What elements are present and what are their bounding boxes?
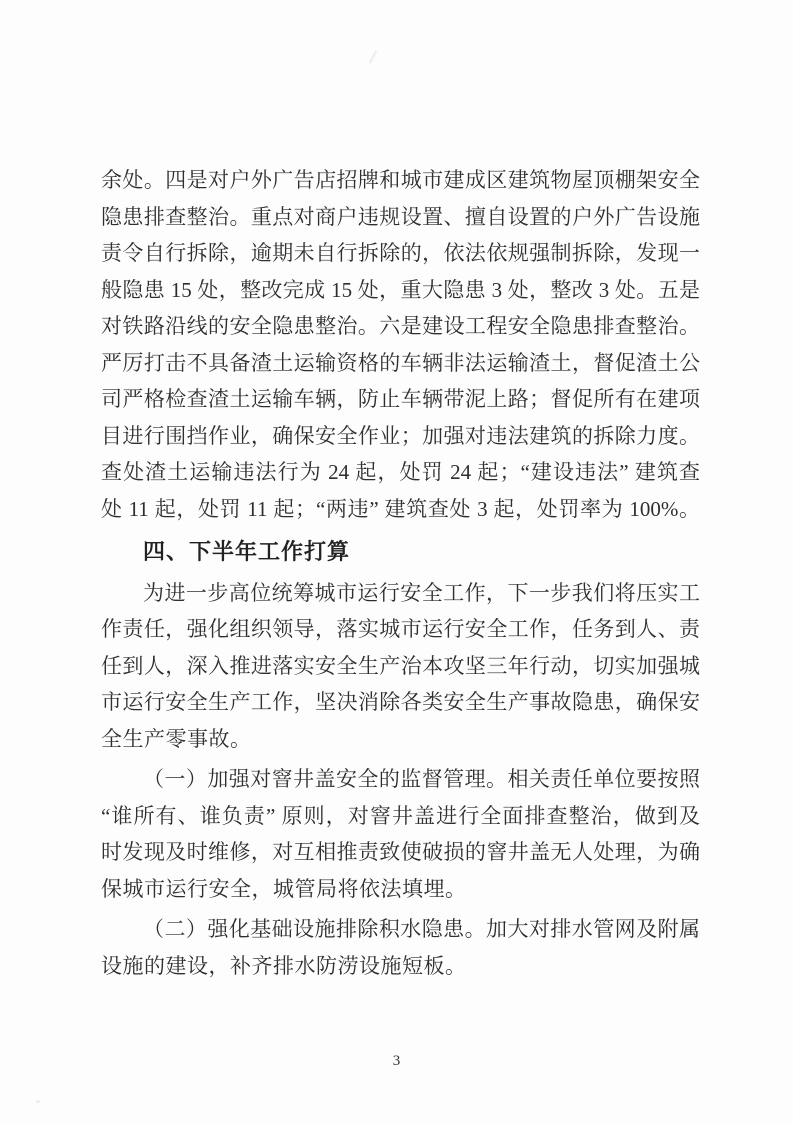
- text-line: 对铁路沿线的安全隐患整治。六是建设工程安全隐患排查整治。: [101, 314, 700, 338]
- text-line: 般隐患 15 处，整改完成 15 处，重大隐患 3 处，整改 3 处。五是: [101, 277, 700, 302]
- text-line: 保城市运行安全，城管局将依法填埋。: [101, 876, 467, 901]
- text-line: 目进行围挡作业，确保安全作业；加强对违法建筑的拆除力度。: [101, 423, 700, 448]
- page-number: 3: [392, 1053, 401, 1069]
- text-line: 隐患排查整治。重点对商户违规设置、擅自设置的户外广告设施: [101, 204, 700, 229]
- text-line: 时发现及时维修，对互相推责致使破损的窨井盖无人处理，为确: [101, 840, 700, 864]
- text-line: “谁所有、谁负责” 原则，对窨井盖进行全面排查整治，做到及: [101, 803, 700, 828]
- text-line: 全生产零事故。: [101, 726, 252, 751]
- text-line: 责令自行拆除，逾期未自行拆除的，依法依规强制拆除，发现一: [101, 241, 700, 265]
- text-line: （二）强化基础设施排除积水隐患。加大对排水管网及附属: [143, 917, 700, 941]
- text-line: 任到人，深入推进落实安全生产治本攻坚三年行动，切实加强城: [101, 653, 700, 678]
- scan-artifact: [36, 1100, 40, 1103]
- text-line: 作责任，强化组织领导，落实城市运行安全工作，任务到人、责: [101, 617, 700, 641]
- text-block: [101, 162, 700, 984]
- scan-artifact: [369, 50, 377, 63]
- text-line: 市运行安全生产工作，坚决消除各类安全生产事故隐患，确保安: [101, 690, 700, 714]
- text-line: 司严格检查渣土运输车辆，防止车辆带泥上路；督促所有在建项: [101, 387, 700, 411]
- text-line: 严厉打击不具备渣土运输资格的车辆非法运输渣土，督促渣土公: [101, 350, 700, 375]
- text-line: 四、下半年工作打算: [143, 539, 351, 564]
- text-line: 查处渣土运输违法行为 24 起，处罚 24 起；“建设违法” 建筑查: [101, 460, 700, 484]
- text-line: 余处。四是对户外广告店招牌和城市建成区建筑物屋顶棚架安全: [101, 168, 700, 192]
- text-line: 为进一步高位统筹城市运行安全工作，下一步我们将压实工: [143, 580, 700, 605]
- text-line: 设施的建设，补齐排水防涝设施短板。: [101, 953, 467, 978]
- text-line: （一）加强对窨井盖安全的监督管理。相关责任单位要按照: [143, 767, 700, 791]
- text-line: 处 11 起，处罚 11 起；“两违” 建筑查处 3 起，处罚率为 100%。: [101, 496, 700, 521]
